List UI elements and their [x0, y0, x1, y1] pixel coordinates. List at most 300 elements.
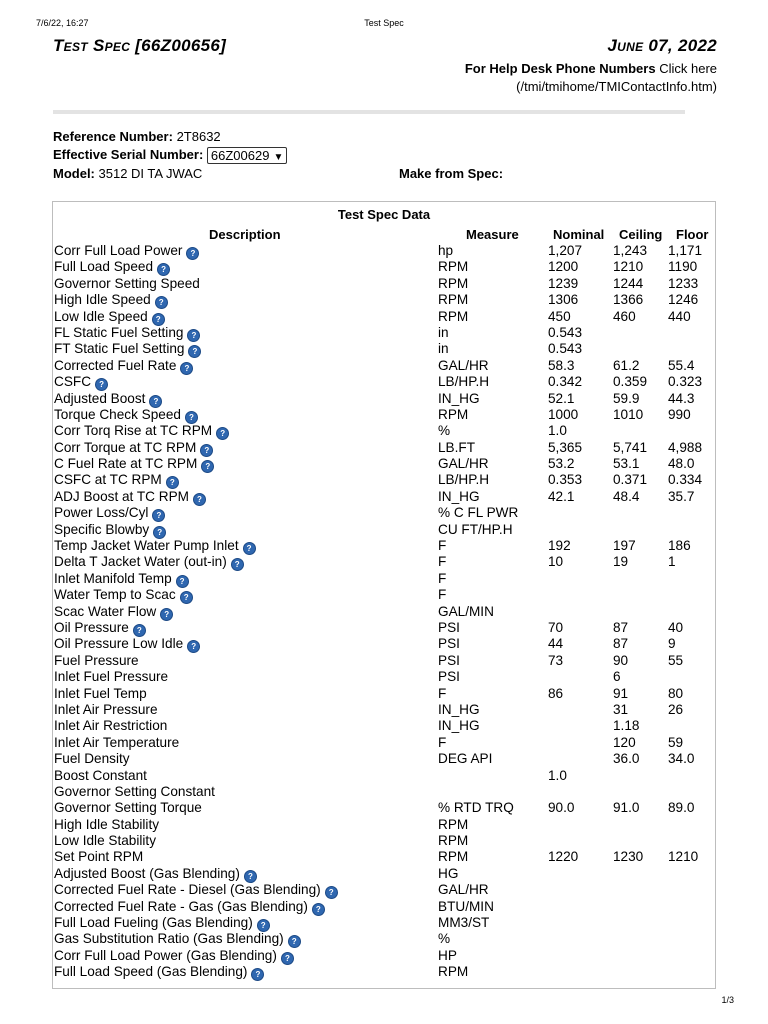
- description-text: Full Load Fueling (Gas Blending): [54, 915, 253, 931]
- row-description: [54, 243, 199, 260]
- help-icon[interactable]: ?: [200, 444, 213, 457]
- row-measure: % C FL PWR: [438, 505, 519, 521]
- description-text: Full Load Speed (Gas Blending): [54, 964, 248, 980]
- row-description: [54, 948, 294, 965]
- table-row: [53, 686, 715, 702]
- description-text: ADJ Boost at TC RPM: [54, 488, 189, 504]
- description-text: Fuel Density: [54, 751, 130, 767]
- table-row: [53, 800, 715, 816]
- row-description: [54, 620, 146, 637]
- table-row: [53, 505, 715, 521]
- help-icon[interactable]: ?: [152, 509, 165, 522]
- row-floor: 186: [668, 538, 691, 554]
- table-row: [53, 751, 715, 767]
- row-ceiling: 1230: [613, 849, 644, 865]
- row-measure: MM3/ST: [438, 915, 490, 931]
- row-floor: 40: [668, 619, 684, 635]
- row-description: [54, 718, 167, 734]
- table-title: Test Spec Data: [337, 207, 431, 222]
- description-text: Set Point RPM: [54, 849, 144, 865]
- row-measure: %: [438, 931, 451, 947]
- row-description: [54, 276, 200, 292]
- row-description: [54, 587, 193, 604]
- row-description: [54, 538, 256, 555]
- row-measure: RPM: [438, 849, 469, 865]
- table-row: [53, 587, 715, 603]
- table-row: [53, 259, 715, 275]
- page-title: Test Spec [66Z00656]: [53, 36, 227, 55]
- row-nominal: 0.543: [548, 341, 583, 357]
- row-nominal: 52.1: [548, 390, 575, 406]
- row-floor: 0.323: [668, 374, 703, 390]
- help-icon[interactable]: ?: [257, 919, 270, 932]
- header-divider: [53, 110, 685, 114]
- table-row: [53, 456, 715, 472]
- help-icon[interactable]: ?: [312, 903, 325, 916]
- row-description: [54, 505, 165, 522]
- row-description: [54, 489, 206, 506]
- row-measure: F: [438, 734, 447, 750]
- row-ceiling: 91.0: [613, 800, 640, 816]
- row-nominal: 90.0: [548, 800, 575, 816]
- row-nominal: 450: [548, 308, 571, 324]
- description-text: Corrected Fuel Rate - Gas (Gas Blending): [54, 898, 308, 914]
- row-measure: RPM: [438, 308, 469, 324]
- row-description: [54, 686, 147, 702]
- table-row: [53, 669, 715, 685]
- description-text: Gas Substitution Ratio (Gas Blending): [54, 931, 284, 947]
- description-text: Boost Constant: [54, 767, 147, 783]
- row-floor: 34.0: [668, 751, 695, 767]
- table-row: [53, 374, 715, 390]
- help-icon[interactable]: ?: [243, 542, 256, 555]
- help-desk-path: (/tmi/tmihome/TMIContactInfo.htm): [516, 79, 717, 94]
- table-row: [53, 702, 715, 718]
- table-row: [53, 472, 715, 488]
- row-description: [54, 899, 325, 916]
- help-icon[interactable]: ?: [187, 640, 200, 653]
- make-from-spec-label: Make from Spec:: [399, 166, 504, 181]
- row-description: [54, 833, 156, 849]
- row-measure: RPM: [438, 406, 469, 422]
- help-icon[interactable]: ?: [201, 460, 214, 473]
- description-text: Governor Setting Speed: [54, 275, 200, 291]
- test-spec-table: [52, 201, 716, 989]
- table-row: [53, 341, 715, 357]
- help-icon[interactable]: ?: [216, 427, 229, 440]
- row-description: [54, 784, 215, 800]
- row-ceiling: 1244: [613, 275, 644, 291]
- help-icon[interactable]: ?: [149, 395, 162, 408]
- description-text: FL Static Fuel Setting: [54, 324, 184, 340]
- row-description: [54, 849, 143, 865]
- table-body: [53, 243, 715, 981]
- header-nominal: Nominal: [553, 227, 605, 242]
- help-icon[interactable]: ?: [180, 591, 193, 604]
- serial-number-select[interactable]: [207, 147, 287, 164]
- row-ceiling: 19: [613, 554, 629, 570]
- reference-number-value: 2T8632: [176, 129, 221, 144]
- row-floor: 1,171: [668, 243, 703, 258]
- row-measure: hp: [438, 243, 454, 258]
- description-text: Corr Full Load Power (Gas Blending): [54, 947, 277, 963]
- table-row: [53, 522, 715, 538]
- row-description: [54, 440, 213, 457]
- table-row: [53, 292, 715, 308]
- table-row: [53, 358, 715, 374]
- help-icon[interactable]: ?: [281, 952, 294, 965]
- row-measure: RPM: [438, 816, 469, 832]
- row-description: [54, 571, 189, 588]
- table-row: [53, 276, 715, 292]
- row-floor: 80: [668, 685, 684, 701]
- serial-number-line: [53, 147, 287, 164]
- help-icon[interactable]: ?: [133, 624, 146, 637]
- help-icon[interactable]: ?: [180, 362, 193, 375]
- row-measure: F: [438, 570, 447, 586]
- reference-number-label: Reference Number:: [53, 129, 173, 144]
- row-floor: 35.7: [668, 488, 695, 504]
- help-icon[interactable]: ?: [185, 411, 198, 424]
- help-icon[interactable]: ?: [166, 476, 179, 489]
- row-description: [54, 915, 270, 932]
- row-measure: LB/HP.H: [438, 374, 490, 390]
- row-measure: IN_HG: [438, 718, 480, 734]
- row-description: [54, 866, 257, 883]
- row-ceiling: 87: [613, 636, 629, 652]
- row-floor: 1210: [668, 849, 699, 865]
- table-row: [53, 735, 715, 751]
- row-description: [54, 358, 193, 375]
- row-measure: BTU/MIN: [438, 898, 494, 914]
- help-icon[interactable]: ?: [95, 378, 108, 391]
- row-floor: 4,988: [668, 439, 703, 455]
- row-floor: 440: [668, 308, 691, 324]
- model-value: 3512 DI TA JWAC: [98, 166, 203, 181]
- description-text: Inlet Air Restriction: [54, 718, 168, 734]
- row-floor: 1: [668, 554, 676, 570]
- row-description: [54, 702, 158, 718]
- row-floor: 44.3: [668, 390, 695, 406]
- row-description: [54, 604, 173, 621]
- table-row: [53, 325, 715, 341]
- row-measure: GAL/HR: [438, 456, 489, 472]
- row-ceiling: 59.9: [613, 390, 640, 406]
- row-measure: HP: [438, 947, 457, 963]
- row-ceiling: 1,243: [613, 243, 648, 258]
- row-description: [54, 391, 162, 408]
- row-floor: 9: [668, 636, 676, 652]
- description-text: Water Temp to Scac: [54, 587, 176, 603]
- description-text: Torque Check Speed: [54, 406, 181, 422]
- help-desk-label: For Help Desk Phone Numbers: [464, 61, 656, 76]
- row-ceiling: 1.18: [613, 718, 640, 734]
- row-nominal: 1239: [548, 275, 579, 291]
- row-measure: PSI: [438, 619, 460, 635]
- row-measure: IN_HG: [438, 488, 480, 504]
- row-measure: F: [438, 538, 447, 554]
- row-ceiling: 91: [613, 685, 629, 701]
- table-row: [53, 653, 715, 669]
- row-ceiling: 0.359: [613, 374, 648, 390]
- description-text: CSFC at TC RPM: [54, 472, 162, 488]
- row-measure: LB/HP.H: [438, 472, 490, 488]
- row-description: [54, 374, 108, 391]
- serial-number-label: Effective Serial Number:: [53, 147, 204, 162]
- table-row: [53, 784, 715, 800]
- row-measure: % RTD TRQ: [438, 800, 514, 816]
- row-nominal: 5,365: [548, 439, 583, 455]
- row-floor: 26: [668, 701, 684, 717]
- header-floor: Floor: [676, 227, 709, 242]
- header-description: Description: [209, 227, 281, 242]
- help-icon[interactable]: ?: [160, 608, 173, 621]
- description-text: Low Idle Stability: [54, 833, 157, 849]
- table-row: [53, 407, 715, 423]
- row-measure: RPM: [438, 275, 469, 291]
- row-description: [54, 964, 264, 981]
- row-description: [54, 292, 168, 309]
- row-floor: 1246: [668, 292, 699, 308]
- row-description: [54, 341, 201, 358]
- description-text: Inlet Fuel Temp: [54, 685, 147, 701]
- row-measure: CU FT/HP.H: [438, 521, 513, 537]
- help-icon[interactable]: ?: [288, 935, 301, 948]
- description-text: Inlet Manifold Temp: [54, 570, 172, 586]
- table-row: [53, 931, 715, 947]
- table-row: [53, 391, 715, 407]
- row-description: [54, 931, 301, 948]
- row-measure: F: [438, 685, 447, 701]
- table-row: [53, 423, 715, 439]
- row-measure: RPM: [438, 259, 469, 275]
- row-nominal: 44: [548, 636, 564, 652]
- row-nominal: 58.3: [548, 357, 575, 373]
- row-ceiling: 5,741: [613, 439, 648, 455]
- description-text: FT Static Fuel Setting: [54, 341, 185, 357]
- table-row: [53, 833, 715, 849]
- help-icon[interactable]: ?: [231, 558, 244, 571]
- help-icon[interactable]: ?: [244, 870, 257, 883]
- table-row: [53, 948, 715, 964]
- row-measure: GAL/MIN: [438, 603, 494, 619]
- row-measure: GAL/HR: [438, 882, 489, 898]
- row-measure: F: [438, 587, 447, 603]
- row-description: [54, 423, 229, 440]
- row-nominal: 70: [548, 619, 564, 635]
- serial-number-value: 66Z00629: [210, 148, 270, 164]
- description-text: C Fuel Rate at TC RPM: [54, 456, 198, 472]
- row-ceiling: 61.2: [613, 357, 640, 373]
- description-text: Corr Torque at TC RPM: [54, 439, 197, 455]
- print-date: 7/6/22, 16:27: [36, 18, 89, 28]
- description-text: Inlet Fuel Pressure: [54, 669, 169, 685]
- row-measure: IN_HG: [438, 701, 480, 717]
- table-row: [53, 915, 715, 931]
- row-description: [54, 636, 200, 653]
- row-nominal: 1220: [548, 849, 579, 865]
- row-description: [54, 309, 165, 326]
- model-label: Model:: [53, 166, 95, 181]
- help-desk-link[interactable]: Click here: [659, 61, 717, 76]
- page-date: June 07, 2022: [607, 36, 717, 55]
- row-measure: RPM: [438, 292, 469, 308]
- row-measure: F: [438, 554, 447, 570]
- row-ceiling: 197: [613, 538, 636, 554]
- help-icon[interactable]: ?: [187, 329, 200, 342]
- row-nominal: 53.2: [548, 456, 575, 472]
- row-description: [54, 325, 200, 342]
- description-text: Inlet Air Pressure: [54, 701, 158, 717]
- row-measure: PSI: [438, 636, 460, 652]
- row-measure: %: [438, 423, 451, 439]
- description-text: Full Load Speed: [54, 259, 154, 275]
- header-measure: Measure: [466, 227, 519, 242]
- row-nominal: 192: [548, 538, 571, 554]
- reference-number-line: [53, 129, 221, 144]
- row-floor: 59: [668, 734, 684, 750]
- page-number: 1/3: [721, 995, 734, 1005]
- row-measure: RPM: [438, 964, 469, 980]
- row-description: [54, 456, 214, 473]
- row-ceiling: 87: [613, 619, 629, 635]
- table-row: [53, 489, 715, 505]
- description-text: Governor Setting Constant: [54, 783, 215, 799]
- help-icon[interactable]: ?: [157, 263, 170, 276]
- row-nominal: 0.543: [548, 324, 583, 340]
- row-ceiling: 1210: [613, 259, 644, 275]
- table-row: [53, 964, 715, 980]
- row-ceiling: 460: [613, 308, 636, 324]
- table-row: [53, 768, 715, 784]
- table-row: [53, 718, 715, 734]
- table-row: [53, 849, 715, 865]
- description-text: CSFC: [54, 374, 92, 390]
- row-nominal: 1200: [548, 259, 579, 275]
- row-measure: DEG API: [438, 751, 493, 767]
- table-row: [53, 882, 715, 898]
- description-text: Corrected Fuel Rate - Diesel (Gas Blending): [54, 882, 321, 898]
- table-row: [53, 571, 715, 587]
- row-floor: 89.0: [668, 800, 695, 816]
- row-description: [54, 768, 147, 784]
- description-text: Adjusted Boost: [54, 390, 146, 406]
- description-text: Oil Pressure: [54, 619, 129, 635]
- row-description: [54, 554, 244, 571]
- print-title: Test Spec: [364, 18, 404, 28]
- row-nominal: 86: [548, 685, 564, 701]
- row-floor: 55.4: [668, 357, 695, 373]
- help-icon[interactable]: ?: [188, 345, 201, 358]
- row-description: [54, 882, 338, 899]
- row-description: [54, 259, 170, 276]
- row-ceiling: 1366: [613, 292, 644, 308]
- row-measure: PSI: [438, 669, 460, 685]
- help-icon[interactable]: ?: [251, 968, 264, 981]
- row-measure: GAL/HR: [438, 357, 489, 373]
- row-ceiling: 31: [613, 701, 629, 717]
- description-text: Specific Blowby: [54, 521, 150, 537]
- help-icon[interactable]: ?: [152, 313, 165, 326]
- table-row: [53, 620, 715, 636]
- row-description: [54, 751, 130, 767]
- description-text: Corr Full Load Power: [54, 243, 183, 258]
- row-nominal: 1.0: [548, 767, 567, 783]
- row-floor: 0.334: [668, 472, 703, 488]
- description-text: Temp Jacket Water Pump Inlet: [54, 538, 239, 554]
- row-measure: IN_HG: [438, 390, 480, 406]
- description-text: Oil Pressure Low Idle: [54, 636, 184, 652]
- description-text: Low Idle Speed: [54, 308, 148, 324]
- chevron-down-icon: ▼: [273, 152, 284, 164]
- table-row: [53, 440, 715, 456]
- table-row: [53, 309, 715, 325]
- description-text: Corr Torq Rise at TC RPM: [54, 423, 213, 439]
- row-ceiling: 6: [613, 669, 621, 685]
- table-row: [53, 604, 715, 620]
- table-row: [53, 554, 715, 570]
- print-header: [0, 18, 768, 30]
- help-icon[interactable]: ?: [186, 247, 199, 260]
- row-measure: HG: [438, 865, 459, 881]
- row-floor: 1190: [668, 259, 698, 275]
- description-text: High Idle Stability: [54, 816, 160, 832]
- row-measure: LB.FT: [438, 439, 476, 455]
- row-description: [54, 653, 139, 669]
- row-measure: in: [438, 324, 449, 340]
- row-ceiling: 90: [613, 652, 629, 668]
- description-text: High Idle Speed: [54, 292, 151, 308]
- row-description: [54, 669, 168, 685]
- row-measure: in: [438, 341, 449, 357]
- help-icon[interactable]: ?: [155, 296, 168, 309]
- row-ceiling: 48.4: [613, 488, 640, 504]
- row-description: [54, 735, 179, 751]
- description-text: Fuel Pressure: [54, 652, 139, 668]
- row-ceiling: 36.0: [613, 751, 640, 767]
- row-floor: 55: [668, 652, 684, 668]
- help-icon[interactable]: ?: [153, 526, 166, 539]
- description-text: Governor Setting Torque: [54, 800, 202, 816]
- table-row: [53, 636, 715, 652]
- row-nominal: 1306: [548, 292, 579, 308]
- description-text: Adjusted Boost (Gas Blending): [54, 865, 240, 881]
- help-desk-line: [465, 61, 717, 76]
- row-description: [54, 472, 179, 489]
- row-nominal: 10: [548, 554, 564, 570]
- table-row: [53, 243, 715, 259]
- row-description: [54, 407, 198, 424]
- description-text: Corrected Fuel Rate: [54, 357, 177, 373]
- table-row: [53, 817, 715, 833]
- table-row: [53, 899, 715, 915]
- row-nominal: 1000: [548, 406, 579, 422]
- help-icon[interactable]: ?: [193, 493, 206, 506]
- table-row: [53, 866, 715, 882]
- row-floor: 48.0: [668, 456, 695, 472]
- help-icon[interactable]: ?: [176, 575, 189, 588]
- row-measure: PSI: [438, 652, 460, 668]
- row-nominal: 42.1: [548, 488, 575, 504]
- row-description: [54, 800, 202, 816]
- row-ceiling: 120: [613, 734, 636, 750]
- row-ceiling: 53.1: [613, 456, 640, 472]
- row-ceiling: 1010: [613, 406, 644, 422]
- description-text: Inlet Air Temperature: [54, 734, 180, 750]
- row-nominal: 0.342: [548, 374, 583, 390]
- help-icon[interactable]: ?: [325, 886, 338, 899]
- description-text: Power Loss/Cyl: [54, 505, 149, 521]
